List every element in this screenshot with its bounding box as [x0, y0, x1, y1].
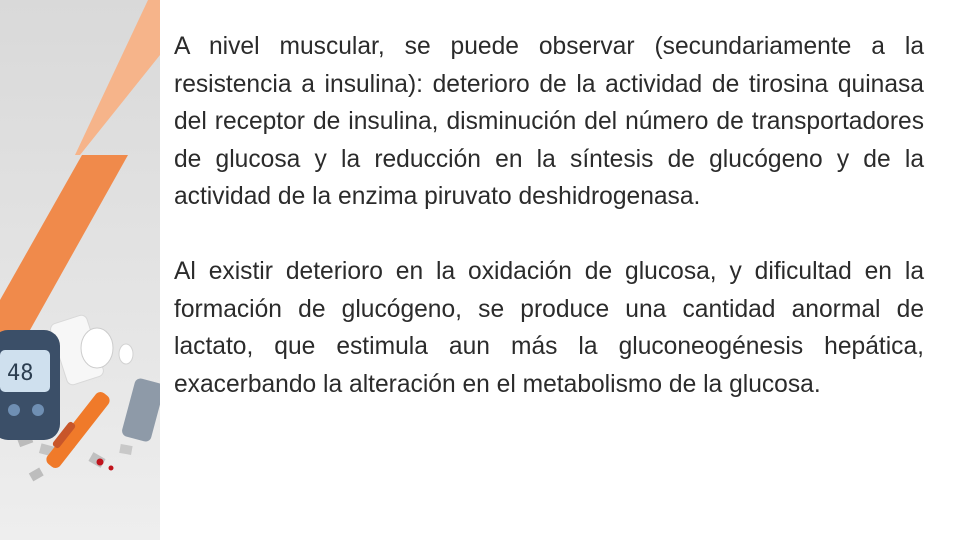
stripe-light — [75, 0, 160, 155]
paragraph-1: A nivel muscular, se puede observar (secundariamente a la resistencia a insulina): deterioro de la actividad de tirosina quinasa del receptor de insulina, disminución del número de transportadores de glucosa y la reducción en la síntesis de glucógeno y de la actividad de la enzima piruvato deshidrogenasa. — [174, 33, 924, 211]
insulin-pen — [121, 377, 160, 443]
test-strip — [88, 452, 105, 468]
meter-button-icon — [32, 404, 44, 416]
blood-drop-icon — [109, 466, 114, 471]
meter-reading: 48 — [7, 361, 34, 386]
decorative-side-panel — [0, 0, 160, 540]
meter-button-icon — [8, 404, 20, 416]
decor-illustration — [0, 0, 160, 540]
pill — [119, 344, 133, 364]
paragraph-2: Al existir deterioro en la oxidación de glucosa, y dificultad en la formación de glucógeno, se produce una cantidad anormal de lactato, que estimula aun más la gluconeogénesis hepática, exacerbando la alteración en el metabolismo de la glucosa. — [174, 257, 924, 398]
test-strip — [29, 468, 44, 482]
blood-drop-icon — [97, 459, 104, 466]
test-strip — [119, 444, 132, 455]
pill-bottle-cap — [81, 328, 113, 368]
slide-body — [174, 28, 924, 403]
